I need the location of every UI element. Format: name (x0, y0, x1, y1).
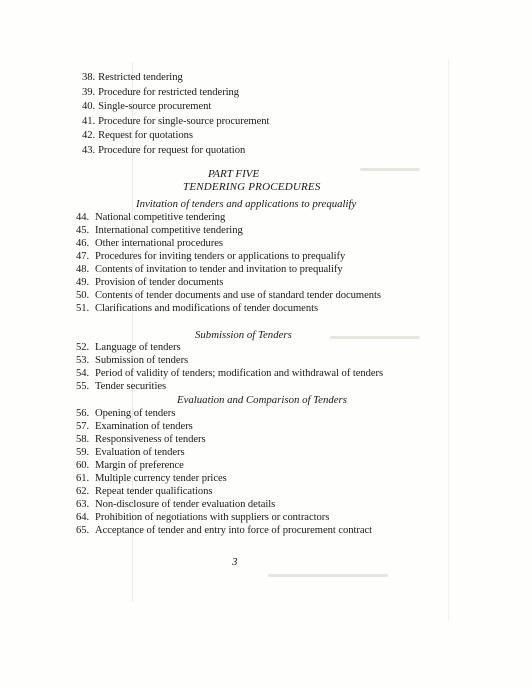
toc-entry (76, 434, 206, 446)
toc-entry-text: Submission of tenders (95, 355, 189, 366)
toc-entry-text: Repeat tender qualifications (95, 486, 213, 497)
toc-entry-number: 40. (82, 101, 96, 112)
toc-entry-text: Contents of tender documents and use of standard tender documents (95, 290, 381, 301)
toc-entry-text: Prohibition of negotiations with suppliers or contractors (95, 512, 330, 523)
toc-entry-number: 45. (76, 225, 90, 236)
part-title: PART FIVE (208, 168, 260, 180)
section-heading: Invitation of tenders and applications to prequalify (136, 198, 357, 210)
toc-entry-text: Request for quotations (98, 130, 193, 141)
toc-entry (76, 525, 372, 537)
toc-entry (76, 290, 381, 302)
toc-entry (76, 238, 223, 250)
toc-entry-number: 61. (76, 473, 90, 484)
toc-entry (76, 225, 243, 237)
toc-entry (76, 447, 185, 459)
toc-entry-text: Restricted tendering (98, 72, 183, 83)
toc-entry-text: Procedure for request for quotation (98, 145, 246, 156)
toc-entry-number: 42. (82, 130, 96, 141)
toc-entry-number: 59. (76, 447, 90, 458)
toc-entry (76, 368, 383, 380)
toc-entry (76, 342, 181, 354)
scan-artifact-speck (268, 574, 388, 577)
toc-entry (76, 408, 175, 420)
toc-entry-text: Single-source procurement (98, 101, 212, 112)
toc-entry-text: Evaluation of tenders (95, 447, 185, 458)
toc-entry-number: 57. (76, 421, 90, 432)
toc-entry-number: 65. (76, 525, 90, 536)
toc-entry-number: 58. (76, 434, 90, 445)
toc-entry (82, 72, 183, 84)
toc-entry (76, 303, 318, 315)
toc-entry (82, 101, 211, 113)
toc-entry-text: Multiple currency tender prices (95, 473, 227, 484)
toc-entry-number: 41. (82, 116, 96, 127)
toc-entry (82, 116, 269, 128)
toc-entry-number: 55. (76, 381, 90, 392)
toc-entry (76, 251, 345, 263)
toc-entry-number: 64. (76, 512, 90, 523)
toc-entry-text: International competitive tendering (95, 225, 243, 236)
toc-entry-number: 51. (76, 303, 90, 314)
toc-entry-number: 38. (82, 72, 96, 83)
toc-entry (76, 421, 193, 433)
page-number: 3 (232, 556, 238, 568)
toc-entry (82, 87, 239, 99)
toc-entry (82, 145, 245, 157)
toc-entry-number: 44. (76, 212, 90, 223)
scan-artifact-line (448, 60, 449, 620)
toc-entry-number: 47. (76, 251, 90, 262)
toc-entry-text: Procedure for restricted tendering (98, 87, 240, 98)
toc-entry-text: Margin of preference (95, 460, 184, 471)
section-heading: Submission of Tenders (195, 329, 292, 341)
toc-entry-number: 52. (76, 342, 90, 353)
toc-entry-number: 56. (76, 408, 90, 419)
toc-entry-text: Acceptance of tender and entry into force of procurement contract (95, 525, 373, 536)
toc-entry (76, 473, 227, 485)
toc-entry-number: 63. (76, 499, 90, 510)
toc-entry-text: Other international procedures (95, 238, 223, 249)
toc-entry-text: Language of tenders (95, 342, 181, 353)
toc-entry (76, 460, 184, 472)
toc-entry-number: 49. (76, 277, 90, 288)
toc-entry (76, 264, 343, 276)
toc-entry-number: 46. (76, 238, 90, 249)
section-heading: Evaluation and Comparison of Tenders (177, 394, 347, 406)
toc-entry-text: National competitive tendering (95, 212, 226, 223)
toc-entry (76, 277, 223, 289)
toc-entry-text: Opening of tenders (95, 408, 176, 419)
toc-entry-text: Non-disclosure of tender evaluation details (95, 499, 276, 510)
toc-entry (76, 381, 166, 393)
toc-entry-number: 53. (76, 355, 90, 366)
toc-entry-number: 50. (76, 290, 90, 301)
toc-entry-number: 39. (82, 87, 96, 98)
toc-entry-text: Contents of invitation to tender and invitation to prequalify (95, 264, 343, 275)
scan-artifact-speck (330, 336, 420, 339)
toc-entry-text: Clarifications and modifications of tender documents (95, 303, 319, 314)
toc-entry (76, 212, 225, 224)
toc-entry (76, 512, 329, 524)
toc-entry-text: Examination of tenders (95, 421, 193, 432)
toc-entry-text: Period of validity of tenders; modification and withdrawal of tenders (95, 368, 384, 379)
toc-entry-text: Procedure for single-source procurement (98, 116, 270, 127)
toc-entry (76, 486, 212, 498)
toc-entry (76, 499, 275, 511)
toc-entry-text: Procedures for inviting tenders or applications to prequalify (95, 251, 346, 262)
toc-entry-number: 43. (82, 145, 96, 156)
toc-entry-number: 62. (76, 486, 90, 497)
toc-entry (82, 130, 193, 142)
toc-entry-text: Provision of tender documents (95, 277, 224, 288)
toc-entry-number: 60. (76, 460, 90, 471)
part-subtitle: TENDERING PROCEDURES (183, 181, 321, 193)
toc-entry (76, 355, 188, 367)
toc-entry-number: 54. (76, 368, 90, 379)
scan-artifact-speck (360, 168, 420, 171)
toc-entry-text: Tender securities (95, 381, 167, 392)
toc-entry-text: Responsiveness of tenders (95, 434, 206, 445)
toc-entry-number: 48. (76, 264, 90, 275)
